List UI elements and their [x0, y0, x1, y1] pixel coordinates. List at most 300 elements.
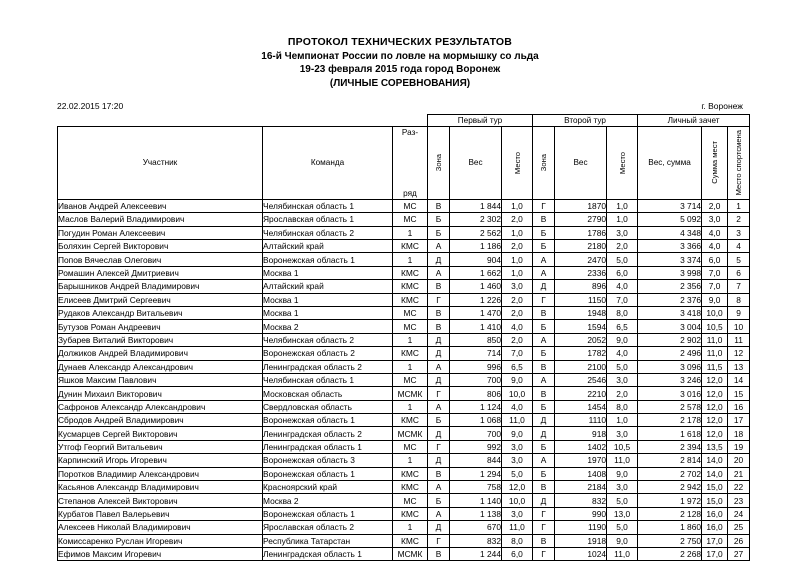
cell-rank: КМС: [393, 507, 428, 520]
cell-team: Воронежская область 1: [263, 467, 393, 480]
cell-zone2: Б: [533, 240, 555, 253]
cell-rank: КМС: [393, 414, 428, 427]
cell-place1: 12,0: [502, 481, 533, 494]
cell-place-sum: 2,0: [702, 199, 728, 212]
cell-weight-sum: 2 902: [638, 333, 702, 346]
cell-weight1: 1 844: [450, 199, 502, 212]
cell-weight1: 1 140: [450, 494, 502, 507]
cell-rank: МСМК: [393, 387, 428, 400]
cell-weight1: 2 562: [450, 226, 502, 239]
cell-place1: 2,0: [502, 333, 533, 346]
column-header-rank: [393, 126, 428, 199]
cell-weight2: 2790: [555, 213, 607, 226]
table-row: [58, 521, 750, 534]
cell-zone2: Б: [533, 347, 555, 360]
cell-weight-sum: 2 376: [638, 293, 702, 306]
cell-participant: Касьянов Александр Владимирович: [58, 481, 263, 494]
cell-place2: 6,5: [607, 320, 638, 333]
cell-weight2: 832: [555, 494, 607, 507]
cell-place2: 9,0: [607, 467, 638, 480]
cell-participant: Алексеев Николай Владимирович: [58, 521, 263, 534]
cell-weight-sum: 2 702: [638, 467, 702, 480]
cell-weight1: 996: [450, 360, 502, 373]
cell-rank: МС: [393, 373, 428, 386]
cell-weight1: 758: [450, 481, 502, 494]
cell-rank: МСМК: [393, 548, 428, 561]
cell-athlete-place: 27: [728, 548, 750, 561]
cell-rank: 1: [393, 360, 428, 373]
cell-rank: МС: [393, 440, 428, 453]
cell-place1: 7,0: [502, 347, 533, 360]
cell-team: Воронежская область 2: [263, 347, 393, 360]
cell-weight1: 1 410: [450, 320, 502, 333]
cell-team: Московская область: [263, 387, 393, 400]
cell-participant: Елисеев Дмитрий Сергеевич: [58, 293, 263, 306]
group-header-row: [58, 114, 750, 126]
cell-zone2: Б: [533, 467, 555, 480]
cell-weight-sum: 2 178: [638, 414, 702, 427]
cell-team: Ленинградская область 2: [263, 427, 393, 440]
cell-team: Алтайский край: [263, 240, 393, 253]
cell-place2: 10,5: [607, 440, 638, 453]
cell-athlete-place: 8: [728, 293, 750, 306]
cell-weight1: 1 186: [450, 240, 502, 253]
cell-place1: 3,0: [502, 454, 533, 467]
column-header-rank-bottom: ряд: [403, 188, 417, 198]
cell-weight-sum: 3 714: [638, 199, 702, 212]
print-timestamp: 22.02.2015 17:20: [57, 100, 124, 111]
cell-weight-sum: 3 366: [638, 240, 702, 253]
cell-zone2: А: [533, 454, 555, 467]
cell-weight2: 896: [555, 280, 607, 293]
cell-weight2: 918: [555, 427, 607, 440]
cell-zone1: Д: [428, 373, 450, 386]
cell-weight2: 2546: [555, 373, 607, 386]
cell-weight2: 2336: [555, 266, 607, 279]
column-header-weight1: Вес: [450, 126, 502, 199]
cell-place2: 5,0: [607, 253, 638, 266]
cell-place-sum: 14,0: [702, 454, 728, 467]
cell-team: Челябинская область 1: [263, 373, 393, 386]
cell-team: Ленинградская область 2: [263, 360, 393, 373]
cell-weight2: 990: [555, 507, 607, 520]
cell-team: Воронежская область 3: [263, 454, 393, 467]
city-label: г. Воронеж: [701, 100, 743, 111]
cell-participant: Погудин Роман Алексеевич: [58, 226, 263, 239]
cell-zone1: В: [428, 306, 450, 319]
cell-zone2: В: [533, 306, 555, 319]
cell-weight-sum: 1 618: [638, 427, 702, 440]
cell-weight-sum: 2 356: [638, 280, 702, 293]
cell-rank: 1: [393, 333, 428, 346]
cell-participant: Сафронов Александр Александрович: [58, 400, 263, 413]
results-table-wrap: [0, 114, 800, 562]
cell-zone2: Б: [533, 400, 555, 413]
table-body: [58, 199, 750, 561]
cell-zone2: Г: [533, 199, 555, 212]
cell-zone1: Д: [428, 427, 450, 440]
cell-place-sum: 14,0: [702, 467, 728, 480]
cell-place1: 11,0: [502, 414, 533, 427]
cell-rank: 1: [393, 521, 428, 534]
event-dates-location: 19-23 февраля 2015 года город Воронеж: [299, 64, 501, 76]
results-table: [57, 114, 750, 562]
cell-participant: Карпинский Игорь Игоревич: [58, 454, 263, 467]
cell-weight1: 1 294: [450, 467, 502, 480]
championship-subtitle: 16-й Чемпионат России по ловле на мормышку со льда: [261, 50, 539, 62]
cell-rank: КМС: [393, 534, 428, 547]
cell-participant: Дунаев Александр Александрович: [58, 360, 263, 373]
table-row: [58, 347, 750, 360]
cell-weight1: 850: [450, 333, 502, 346]
cell-weight2: 1408: [555, 467, 607, 480]
cell-zone2: Г: [533, 521, 555, 534]
cell-place2: 11,0: [607, 454, 638, 467]
column-header-weight2: Вес: [555, 126, 607, 199]
cell-zone1: В: [428, 199, 450, 212]
cell-weight-sum: 3 246: [638, 373, 702, 386]
cell-place2: 2,0: [607, 387, 638, 400]
cell-zone1: А: [428, 240, 450, 253]
cell-participant: Кусмарцев Сергей Викторович: [58, 427, 263, 440]
cell-participant: Комиссаренко Руслан Игоревич: [58, 534, 263, 547]
cell-zone1: Д: [428, 454, 450, 467]
cell-zone2: В: [533, 213, 555, 226]
cell-athlete-place: 7: [728, 280, 750, 293]
cell-participant: Ефимов Максим Игоревич: [58, 548, 263, 561]
cell-zone2: Б: [533, 440, 555, 453]
column-header-zone2: Зона: [533, 126, 555, 199]
cell-participant: Курбатов Павел Валерьевич: [58, 507, 263, 520]
cell-weight-sum: 3 418: [638, 306, 702, 319]
cell-athlete-place: 23: [728, 494, 750, 507]
table-row: [58, 293, 750, 306]
cell-place-sum: 16,0: [702, 507, 728, 520]
cell-athlete-place: 13: [728, 360, 750, 373]
cell-team: Ярославская область 1: [263, 213, 393, 226]
cell-place2: 6,0: [607, 266, 638, 279]
cell-zone1: А: [428, 481, 450, 494]
cell-weight2: 2184: [555, 481, 607, 494]
group-blank-team: [263, 114, 393, 126]
cell-participant: Утгоф Георгий Витальевич: [58, 440, 263, 453]
cell-place1: 1,0: [502, 226, 533, 239]
table-row: [58, 440, 750, 453]
cell-place-sum: 11,0: [702, 333, 728, 346]
cell-zone2: А: [533, 373, 555, 386]
cell-place2: 3,0: [607, 226, 638, 239]
cell-place-sum: 7,0: [702, 266, 728, 279]
cell-place1: 1,0: [502, 199, 533, 212]
cell-place1: 4,0: [502, 320, 533, 333]
cell-place2: 2,0: [607, 240, 638, 253]
cell-zone2: А: [533, 253, 555, 266]
cell-team: Красноярский край: [263, 481, 393, 494]
cell-athlete-place: 15: [728, 387, 750, 400]
table-head: [58, 114, 750, 199]
cell-zone1: В: [428, 548, 450, 561]
column-header-place-sum: Сумма мест: [702, 126, 728, 199]
document-meta: [0, 101, 800, 111]
cell-weight-sum: 2 750: [638, 534, 702, 547]
cell-athlete-place: 12: [728, 347, 750, 360]
cell-weight-sum: 2 496: [638, 347, 702, 360]
cell-place-sum: 3,0: [702, 213, 728, 226]
table-row: [58, 467, 750, 480]
group-header-tour1: Первый тур: [428, 114, 533, 126]
cell-place-sum: 17,0: [702, 534, 728, 547]
cell-team: Ярославская область 2: [263, 521, 393, 534]
table-row: [58, 240, 750, 253]
column-header-rank-top: Раз-: [401, 127, 419, 137]
cell-athlete-place: 19: [728, 440, 750, 453]
cell-place1: 6,0: [502, 548, 533, 561]
table-row: [58, 360, 750, 373]
cell-zone1: А: [428, 507, 450, 520]
column-header-athlete-place: Место спортсмена: [728, 126, 750, 199]
cell-athlete-place: 1: [728, 199, 750, 212]
cell-weight2: 2470: [555, 253, 607, 266]
cell-athlete-place: 9: [728, 306, 750, 319]
cell-place1: 2,0: [502, 240, 533, 253]
cell-place2: 1,0: [607, 199, 638, 212]
cell-place-sum: 6,0: [702, 253, 728, 266]
table-row: [58, 226, 750, 239]
table-row: [58, 320, 750, 333]
table-row: [58, 400, 750, 413]
cell-participant: Зубарев Виталий Викторович: [58, 333, 263, 346]
cell-place-sum: 10,0: [702, 306, 728, 319]
table-row: [58, 387, 750, 400]
cell-zone2: А: [533, 266, 555, 279]
cell-rank: МС: [393, 199, 428, 212]
cell-place1: 8,0: [502, 534, 533, 547]
cell-weight-sum: 5 092: [638, 213, 702, 226]
cell-rank: 1: [393, 454, 428, 467]
cell-weight-sum: 2 128: [638, 507, 702, 520]
cell-participant: Яшков Максим Павлович: [58, 373, 263, 386]
cell-place2: 3,0: [607, 373, 638, 386]
competition-type: (ЛИЧНЫЕ СОРЕВНОВАНИЯ): [329, 77, 471, 89]
cell-place2: 5,0: [607, 494, 638, 507]
table-row: [58, 213, 750, 226]
cell-place-sum: 10,5: [702, 320, 728, 333]
cell-rank: КМС: [393, 347, 428, 360]
cell-weight-sum: 3 374: [638, 253, 702, 266]
cell-place2: 8,0: [607, 400, 638, 413]
cell-rank: МСМК: [393, 427, 428, 440]
cell-weight2: 1150: [555, 293, 607, 306]
cell-zone2: А: [533, 333, 555, 346]
cell-rank: КМС: [393, 293, 428, 306]
cell-weight2: 1594: [555, 320, 607, 333]
cell-weight2: 1024: [555, 548, 607, 561]
cell-place2: 1,0: [607, 414, 638, 427]
cell-zone1: Д: [428, 347, 450, 360]
cell-weight2: 1970: [555, 454, 607, 467]
column-header-row: [58, 126, 750, 199]
cell-athlete-place: 26: [728, 534, 750, 547]
cell-place-sum: 4,0: [702, 240, 728, 253]
cell-weight2: 1402: [555, 440, 607, 453]
cell-zone2: Б: [533, 320, 555, 333]
column-header-team: Команда: [263, 126, 393, 199]
cell-zone1: Б: [428, 226, 450, 239]
cell-weight-sum: 4 348: [638, 226, 702, 239]
cell-zone1: Г: [428, 387, 450, 400]
cell-athlete-place: 5: [728, 253, 750, 266]
cell-place-sum: 7,0: [702, 280, 728, 293]
cell-participant: Попов Вячеслав Олегович: [58, 253, 263, 266]
cell-zone1: В: [428, 467, 450, 480]
cell-place1: 3,0: [502, 507, 533, 520]
cell-rank: МС: [393, 213, 428, 226]
cell-weight1: 700: [450, 427, 502, 440]
cell-place1: 10,0: [502, 387, 533, 400]
document-title-block: [0, 0, 800, 90]
cell-zone1: В: [428, 320, 450, 333]
cell-participant: Рудаков Александр Витальевич: [58, 306, 263, 319]
cell-weight1: 992: [450, 440, 502, 453]
cell-participant: Ромашин Алексей Дмитриевич: [58, 266, 263, 279]
cell-zone2: В: [533, 360, 555, 373]
cell-place1: 9,0: [502, 373, 533, 386]
cell-place-sum: 12,0: [702, 387, 728, 400]
cell-place1: 3,0: [502, 440, 533, 453]
cell-athlete-place: 24: [728, 507, 750, 520]
cell-weight1: 714: [450, 347, 502, 360]
cell-weight1: 1 226: [450, 293, 502, 306]
cell-rank: 1: [393, 400, 428, 413]
cell-zone2: Д: [533, 494, 555, 507]
cell-place-sum: 12,0: [702, 400, 728, 413]
cell-weight1: 1 244: [450, 548, 502, 561]
cell-rank: 1: [393, 226, 428, 239]
cell-place2: 9,0: [607, 333, 638, 346]
cell-weight1: 1 068: [450, 414, 502, 427]
cell-rank: МС: [393, 494, 428, 507]
cell-zone1: А: [428, 400, 450, 413]
cell-participant: Иванов Андрей Алексеевич: [58, 199, 263, 212]
cell-zone2: Г: [533, 293, 555, 306]
cell-athlete-place: 17: [728, 414, 750, 427]
cell-rank: МС: [393, 306, 428, 319]
cell-zone2: Г: [533, 507, 555, 520]
column-header-participant: Участник: [58, 126, 263, 199]
cell-weight1: 844: [450, 454, 502, 467]
cell-place2: 3,0: [607, 481, 638, 494]
table-row: [58, 306, 750, 319]
group-blank-participant: [58, 114, 263, 126]
cell-weight2: 2052: [555, 333, 607, 346]
cell-athlete-place: 11: [728, 333, 750, 346]
cell-zone1: Б: [428, 414, 450, 427]
cell-zone1: В: [428, 280, 450, 293]
table-row: [58, 427, 750, 440]
page-title: ПРОТОКОЛ ТЕХНИЧЕСКИХ РЕЗУЛЬТАТОВ: [287, 36, 513, 48]
cell-weight-sum: 2 268: [638, 548, 702, 561]
cell-place-sum: 12,0: [702, 427, 728, 440]
table-row: [58, 414, 750, 427]
table-row: [58, 454, 750, 467]
cell-weight-sum: 3 016: [638, 387, 702, 400]
table-row: [58, 333, 750, 346]
cell-weight2: 2180: [555, 240, 607, 253]
table-row: [58, 481, 750, 494]
group-header-personal: Личный зачет: [638, 114, 750, 126]
table-row: [58, 199, 750, 212]
cell-place-sum: 17,0: [702, 548, 728, 561]
column-header-place1: Место: [502, 126, 533, 199]
cell-weight-sum: 3 004: [638, 320, 702, 333]
cell-rank: КМС: [393, 481, 428, 494]
column-header-place2: Место: [607, 126, 638, 199]
cell-team: Воронежская область 1: [263, 414, 393, 427]
group-blank-rank: [393, 114, 428, 126]
cell-zone2: В: [533, 387, 555, 400]
cell-zone1: Г: [428, 293, 450, 306]
cell-participant: Поротков Владимир Александрович: [58, 467, 263, 480]
cell-team: Ленинградская область 1: [263, 548, 393, 561]
table-row: [58, 534, 750, 547]
cell-place-sum: 9,0: [702, 293, 728, 306]
cell-place1: 3,0: [502, 280, 533, 293]
cell-participant: Барышников Андрей Владимирович: [58, 280, 263, 293]
cell-weight-sum: 2 394: [638, 440, 702, 453]
cell-weight1: 700: [450, 373, 502, 386]
cell-team: Свердловская область: [263, 400, 393, 413]
cell-team: Челябинская область 2: [263, 333, 393, 346]
cell-athlete-place: 25: [728, 521, 750, 534]
cell-weight2: 1870: [555, 199, 607, 212]
cell-zone1: Г: [428, 534, 450, 547]
cell-weight1: 1 124: [450, 400, 502, 413]
cell-place2: 9,0: [607, 534, 638, 547]
cell-weight2: 2210: [555, 387, 607, 400]
cell-weight2: 1190: [555, 521, 607, 534]
cell-team: Челябинская область 1: [263, 199, 393, 212]
cell-weight-sum: 2 814: [638, 454, 702, 467]
cell-place-sum: 12,0: [702, 414, 728, 427]
table-row: [58, 494, 750, 507]
cell-place1: 10,0: [502, 494, 533, 507]
cell-place1: 11,0: [502, 521, 533, 534]
cell-participant: Дунин Михаил Викторович: [58, 387, 263, 400]
cell-place1: 1,0: [502, 266, 533, 279]
cell-place1: 2,0: [502, 306, 533, 319]
cell-rank: КМС: [393, 240, 428, 253]
table-row: [58, 266, 750, 279]
cell-zone1: Г: [428, 440, 450, 453]
cell-weight-sum: 1 972: [638, 494, 702, 507]
cell-weight-sum: 3 096: [638, 360, 702, 373]
cell-place1: 2,0: [502, 213, 533, 226]
cell-zone1: А: [428, 266, 450, 279]
cell-place-sum: 15,0: [702, 494, 728, 507]
cell-team: Алтайский край: [263, 280, 393, 293]
cell-team: Ленинградская область 1: [263, 440, 393, 453]
cell-athlete-place: 14: [728, 373, 750, 386]
cell-zone2: Б: [533, 226, 555, 239]
cell-athlete-place: 20: [728, 454, 750, 467]
cell-rank: КМС: [393, 467, 428, 480]
cell-zone2: Д: [533, 427, 555, 440]
group-header-tour2: Второй тур: [533, 114, 638, 126]
cell-zone1: А: [428, 360, 450, 373]
cell-athlete-place: 22: [728, 481, 750, 494]
cell-place-sum: 12,0: [702, 373, 728, 386]
cell-place-sum: 11,5: [702, 360, 728, 373]
